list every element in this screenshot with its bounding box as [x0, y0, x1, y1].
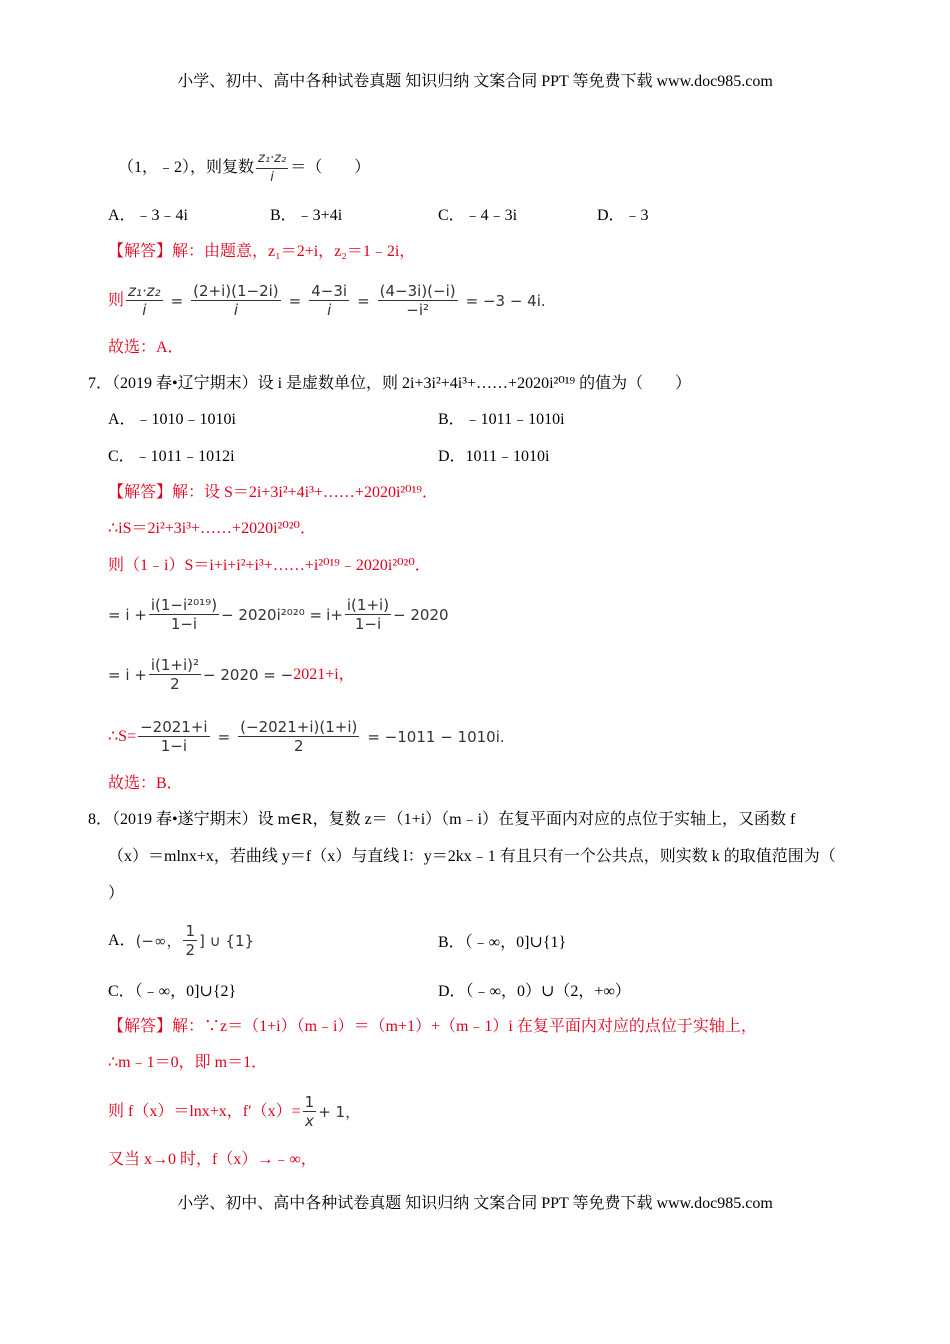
- q8-answer: [108, 1017, 757, 1037]
- q6-f1-den: i: [142, 301, 147, 319]
- q8-l3-den: x: [304, 1112, 314, 1130]
- q7-line6: [108, 718, 505, 755]
- q8-line4: 又当 x→0 时，f（x）→﹣∞，: [108, 1151, 317, 1168]
- q7-l5-frac: [149, 656, 201, 693]
- q6-calc-frac1: [126, 282, 163, 319]
- q8-l3-a: 则 f（x）＝lnx+x，f′（x）=: [108, 1102, 301, 1120]
- q7-answer: [108, 483, 438, 503]
- q7-l6-f1-num: −2021+i: [140, 718, 208, 736]
- q8-opt-a-part1: (−∞，: [135, 932, 182, 950]
- q8-option-c: C．（﹣∞，0]∪{2}: [108, 983, 237, 1000]
- q8-answer-text: 解：∵z＝（1+i）（m﹣i）＝（m+1）+（m﹣1）i 在复平面内对应的点位于实轴上，: [172, 1018, 757, 1035]
- q7-l6-a: ∴S=: [108, 727, 137, 745]
- answer-label: 【解答】: [108, 1018, 173, 1035]
- q7-l4-f1-num: i(1−i²⁰¹⁹): [150, 596, 218, 614]
- q7-stem: 7．（2019 春•辽宁期末）设 i 是虚数单位，则 2i+3i²+4i³+……+2020i²⁰¹⁹ 的值为（ ）: [88, 375, 692, 392]
- q8-stem-line3: ）: [108, 885, 125, 902]
- q6-stem-prefix: （1，﹣2），则复数: [118, 159, 255, 177]
- q7-option-b: B．﹣1011﹣1010i: [438, 411, 565, 428]
- q8-option-b: B．（﹣∞，0]∪{1}: [438, 934, 567, 951]
- q8-l3-frac: [303, 1093, 317, 1130]
- q6-f3-num: 4−3i: [311, 282, 348, 300]
- q7-l5-b: − 2020 = −: [203, 665, 294, 684]
- q7-l4-f2-num: i(1+i): [346, 596, 390, 614]
- q7-line2: ∴iS＝2i²+3i³+……+2020i²⁰²⁰．: [108, 520, 316, 537]
- q7-l6-frac2: [238, 718, 359, 755]
- q8-stem-line2: （x）＝mlnx+x，若曲线 y＝f（x）与直线 l：y＝2kx﹣1 有且只有一个公共点，则实数 k 的取值范围为（: [108, 848, 836, 865]
- q8-l3-b: + 1，: [318, 1103, 361, 1121]
- q7-l5-f-num: i(1+i)²: [150, 656, 200, 674]
- q6-option-a: A．﹣3﹣4i: [108, 207, 189, 224]
- q7-l4-d: − 2020: [393, 605, 449, 624]
- q6-f1-num: z₁·z₂: [128, 282, 161, 300]
- q8-opt-a-den: 2: [185, 941, 196, 959]
- q8-opt-a-num: 1: [185, 922, 196, 940]
- q8-option-d: D．（﹣∞，0）∪（2，+∞）: [438, 983, 631, 1000]
- q6-calculation: 则 $\frac{\text{z₁·z₂}}{i}$ = $\frac{(2+i)(1-2i)}{i}$ = $\frac{4-3i}{i}$ = $\frac{(4-3i)(-i)}{\text{−i²}}$ = −3 − 4i.: [108, 282, 546, 319]
- q7-option-c: C．﹣1011﹣1012i: [108, 448, 235, 465]
- q7-l4-f1-den: 1−i: [170, 615, 198, 633]
- q7-l6-eq: =: [217, 727, 231, 746]
- q7-l5-a: = i +: [108, 665, 147, 684]
- answer-label: 【解答】: [108, 484, 173, 501]
- q7-l6-f1-den: 1−i: [160, 737, 187, 755]
- q6-calc-result: = −3 − 4i.: [465, 291, 546, 310]
- q6-calc-frac2: [191, 282, 281, 319]
- q6-answer: [108, 242, 415, 262]
- q6-f2-den: i: [233, 301, 238, 319]
- q8-opt-a-part2: ] ∪ {1}: [199, 931, 255, 950]
- q6-calc-ze: 则: [108, 291, 125, 309]
- q8-opt-a-frac: [183, 922, 197, 959]
- q7-line5: [108, 656, 355, 693]
- q6-f4-den: −i²: [406, 301, 429, 319]
- q7-l4-frac1: [149, 596, 219, 633]
- q8-option-a: [108, 922, 254, 959]
- q8-stem-line1: 8．（2019 春•遂宁期末）设 m∈R，复数 z＝（1+i）（m﹣i）在复平面内对应的点位于实轴上，又函数 f: [88, 811, 796, 828]
- q6-calc-frac3: [309, 282, 349, 319]
- q8-line3: [108, 1093, 360, 1130]
- q6-option-c: C．﹣4﹣3i: [438, 207, 518, 224]
- q7-l5-f-den: 2: [170, 675, 180, 693]
- q6-calc-frac4: [378, 282, 458, 319]
- q6-option-b: B．﹣3+4i: [270, 207, 343, 224]
- q6-answer-text: 解：由题意，z₁＝2+i，z₂＝1﹣2i，: [172, 243, 416, 260]
- q6-stem-suffix: ＝（ ）: [290, 159, 371, 177]
- q7-option-a: A．﹣1010﹣1010i: [108, 411, 237, 428]
- q7-l6-frac1: [138, 718, 209, 755]
- q6-frac-den: i: [270, 170, 274, 185]
- q7-l4-c: i+: [326, 605, 343, 624]
- q7-option-d: D．1011﹣1010i: [438, 448, 550, 465]
- q6-f2-num: (2+i)(1−2i): [193, 282, 279, 300]
- q6-f3-den: i: [327, 301, 332, 319]
- q8-line2: ∴m﹣1＝0，即 m＝1．: [108, 1054, 268, 1071]
- page-footer: 小学、初中、高中各种试卷真题 知识归纳 文案合同 PPT 等免费下载 www.doc985.com: [177, 1195, 773, 1212]
- q6-option-d: D．﹣3: [597, 207, 649, 224]
- q7-line4: [108, 596, 449, 633]
- q8-opt-a-prefix: A．: [108, 931, 136, 949]
- q6-choice: 故选：A．: [108, 339, 184, 356]
- q7-l4-frac2: [345, 596, 391, 633]
- q6-f4-num: (4−3i)(−i): [379, 282, 456, 300]
- q7-l4-f2-den: 1−i: [354, 615, 382, 633]
- q8-l3-num: 1: [304, 1093, 315, 1111]
- q7-l6-f2-den: 2: [293, 737, 304, 755]
- answer-label: 【解答】: [108, 243, 173, 260]
- page-header: 小学、初中、高中各种试卷真题 知识归纳 文案合同 PPT 等免费下载 www.doc985.com: [177, 73, 773, 90]
- q6-frac-num: z₁·z₂: [256, 150, 288, 169]
- q7-answer-text: 解：设 S＝2i+3i²+4i³+……+2020i²⁰¹⁹．: [172, 484, 438, 501]
- q7-l6-f2-num: (−2021+i)(1+i): [240, 718, 358, 736]
- q7-l4-a: = i +: [108, 605, 147, 624]
- q7-choice: 故选：B．: [108, 775, 183, 792]
- q6-stem: [118, 150, 370, 187]
- q7-l5-c: 2021+i，: [293, 665, 355, 683]
- q7-l4-b: − 2020i²⁰²⁰ =: [221, 605, 323, 624]
- q7-l6-res: = −1011 − 1010i.: [367, 727, 505, 746]
- q6-stem-fraction: [256, 150, 288, 187]
- q7-line3: 则（1﹣i）S＝i+i+i²+i³+……+i²⁰¹⁹﹣2020i²⁰²⁰．: [108, 557, 431, 574]
